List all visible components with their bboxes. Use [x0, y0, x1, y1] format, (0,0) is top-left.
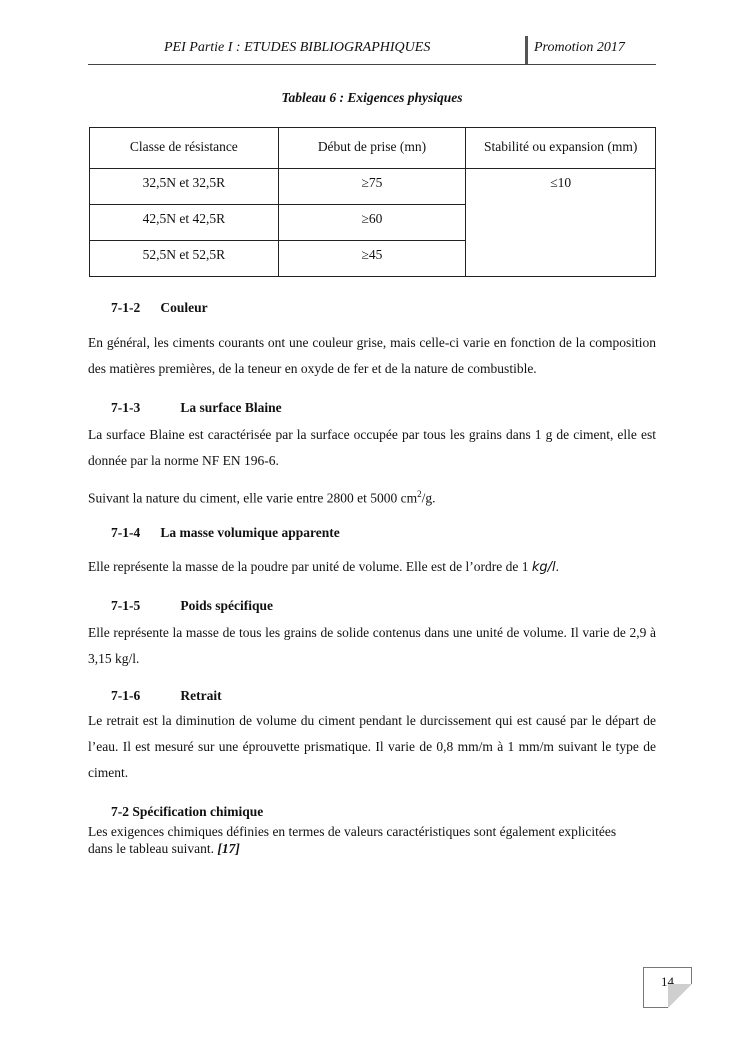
section-heading-surface-blaine [111, 400, 282, 416]
section-title: Couleur [160, 300, 208, 315]
column-header: Stabilité ou expansion (mm) [466, 128, 656, 169]
section-heading-retrait [111, 688, 222, 704]
table-caption: Tableau 6 : Exigences physiques [281, 90, 463, 105]
section-number: 7-1-5 [111, 598, 141, 613]
text: Suivant la nature du ciment, elle varie entre 2800 et 5000 cm [88, 490, 418, 506]
paragraph-couleur: En général, les ciments courants ont une couleur grise, mais celle-ci varie en fonction de la composition des matières premières, de la teneur en oxyde de fer et de la nature de combustible. [88, 335, 656, 376]
section-number: 7-1-4 [111, 525, 141, 540]
section-title: Poids spécifique [180, 598, 274, 613]
page-header [88, 34, 656, 65]
reference-link[interactable]: [17] [217, 841, 240, 856]
superscript: 2 [417, 489, 422, 499]
table-cell: ≥75 [278, 169, 466, 205]
header-promotion: Promotion 2017 [534, 40, 625, 55]
section-number: 7-1-6 [111, 688, 141, 703]
unit-formula: kg/l [531, 560, 556, 575]
table-cell-stability: ≤10 [466, 169, 656, 277]
paragraph-specification-chimique [88, 823, 628, 857]
paragraph-surface-blaine: La surface Blaine est caractérisée par la surface occupée par tous les grains dans 1 g de ciment, elle est donnée par la norme NF EN 196-6. [88, 427, 656, 468]
text: . [555, 559, 559, 574]
text: Elle représente la masse de la poudre par unité de volume. Elle est de l’ordre de 1 [88, 559, 529, 574]
section-number: 7-1-3 [111, 400, 141, 415]
page-fold-corner [668, 984, 692, 1008]
table-row [90, 169, 656, 205]
paragraph-retrait: Le retrait est la diminution de volume du ciment pendant le durcissement qui est causé par le départ de l’eau. Il est mesuré sur une éprouvette prismatique. Il varie de 0,8 mm/m à 1 mm/m suivant le type de ciment. [88, 713, 656, 780]
table-cell: 52,5N et 52,5R [90, 241, 279, 277]
section-title: La masse volumique apparente [160, 525, 340, 540]
paragraph-masse-volumique [88, 554, 656, 581]
text: Les exigences chimiques définies en termes de valeurs caractéristiques sont également explicitées dans le tableau suivant. [88, 824, 617, 856]
column-header: Début de prise (mn) [278, 128, 466, 169]
section-heading-poids-specifique [111, 598, 273, 614]
physical-requirements-table [89, 127, 656, 277]
section-heading-masse-volumique [111, 525, 340, 541]
column-header: Classe de résistance [90, 128, 279, 169]
section-heading-couleur [111, 300, 208, 316]
page-number-box [643, 967, 692, 1008]
header-divider [525, 36, 528, 64]
section-title: Retrait [180, 688, 222, 703]
table-cell: 42,5N et 42,5R [90, 205, 279, 241]
section-number: 7-1-2 [111, 300, 141, 315]
section-title: La surface Blaine [180, 400, 282, 415]
paragraph-surface-range [88, 481, 656, 512]
table-cell: ≥45 [278, 241, 466, 277]
table-cell: ≥60 [278, 205, 466, 241]
header-title: PEI Partie I : ETUDES BIBLIOGRAPHIQUES [164, 40, 431, 55]
section-heading-specification-chimique: 7-2 Spécification chimique [111, 804, 264, 819]
table-header-row [90, 128, 656, 169]
page-number: 14 [661, 974, 674, 989]
paragraph-poids-specifique: Elle représente la masse de tous les grains de solide contenus dans une unité de volume. Il varie de 2,9 à 3,15 kg/l. [88, 625, 656, 666]
text: /g. [421, 490, 436, 506]
table-cell: 32,5N et 32,5R [90, 169, 279, 205]
